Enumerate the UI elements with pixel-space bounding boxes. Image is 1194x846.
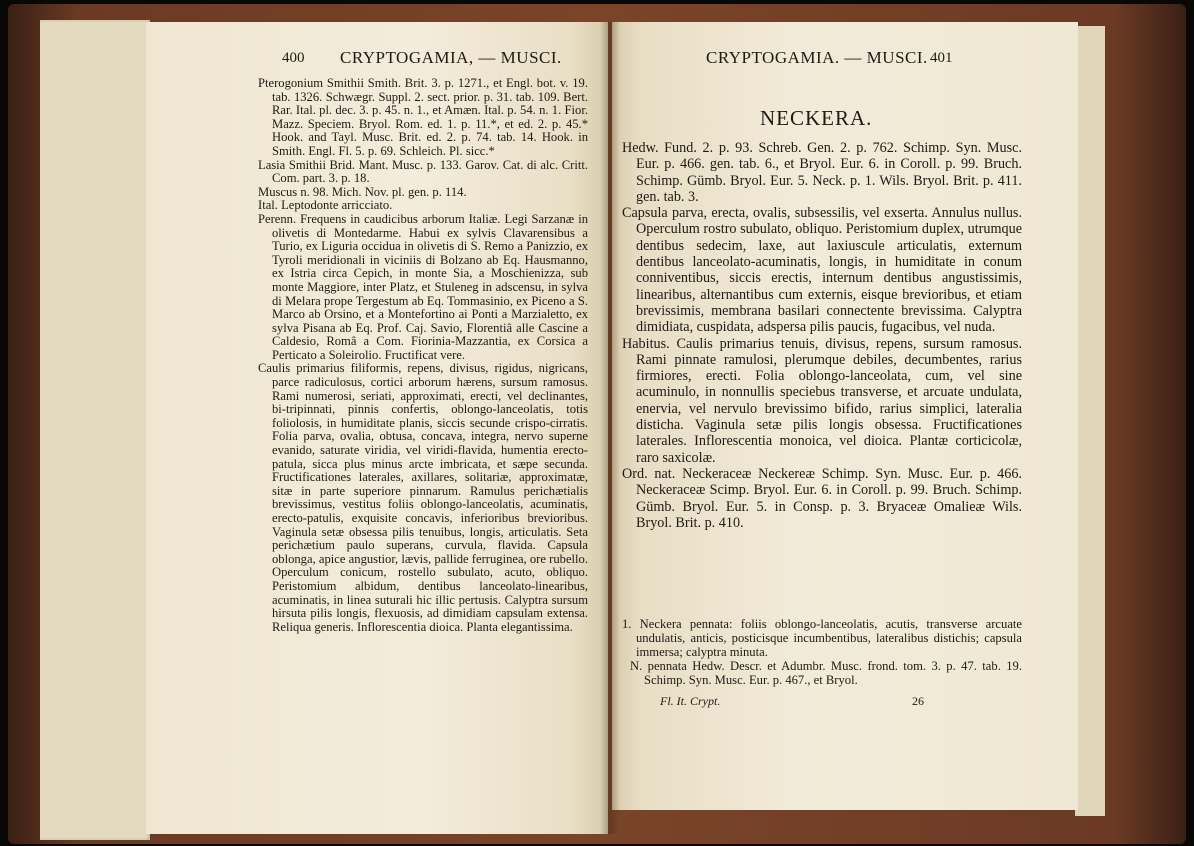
species-synonym: N. pennata Hedw. Descr. et Adumbr. Musc. frond. tom. 3. p. 47. tab. 19. Schimp. Syn. Musc. Eur. p. 467., et Bryol. xyxy=(630,659,1022,687)
paragraph: Caulis primarius filiformis, repens, divisus, rigidus, nigricans, parce radiculosus, cortici arborum hærens, sursum ramosus. Rami numerosi, seriati, approximati, erecti, vel declinantes, bi-tripinnati, pinnis confertis, oblongo-lanceolatis, totis foliolosis, in humiditate planis, siccis secunde crispo-cirratis. Folia parva, ovalia, obtusa, concava, integra, nervo superne evanido, saturate viridia, vel viridi-flavida, humentia erecto-patula, sicca plus minus arcte imbricata, et sæpe secunda. Fructificationes laterales, axillares, solitariæ, approximatæ, sitæ in parte superiore pinnarum. Ramulus perichætialis brevissimus, vestitus foliis oblongo-lanceolatis, acuminatis, erecto-patulis, exquisite concavis, inferioribus brevioribus. Vaginula setæ obsessa pilis tenuibus, longis, articulatis. Seta perichætium paulo superans, curvula, flavida. Capsula oblonga, apice angustior, lævis, pallide ferruginea, ore rubello. Operculum conicum, rostello subulato, acuto, obliquo. Peristomium albidum, dentibus lanceolato-linearibus, acuminatis, in linea suturali hic illic pertusis. Calyptra sursum hirsuta pilis longis, flexuosis, ad dimidiam capsulam extensa. Reliqua generis. Inflorescentia dioica. Planta elegantissima. xyxy=(258,361,588,634)
left-page-text xyxy=(258,77,588,634)
paragraph: Muscus n. 98. Mich. Nov. pl. gen. p. 114. xyxy=(258,184,467,199)
right-page-text xyxy=(622,140,1022,531)
right-running-head: CRYPTOGAMIA. — MUSCI. xyxy=(706,48,928,67)
footer-signature-number: 26 xyxy=(912,694,924,708)
species-text xyxy=(622,617,1022,687)
paragraph: Ord. nat. Neckeraceæ Neckereæ Schimp. Syn. Musc. Eur. p. 466. Neckeraceæ Scimp. Bryol. Eur. 6. in Coroll. p. 99. Bruch. Schimp. Gümb. Bryol. Eur. 5. in Consp. p. 3. Bryaceæ Omalieæ Wils. Bryol. Brit. p. 410. xyxy=(622,465,1022,531)
paragraph: Hedw. Fund. 2. p. 93. Schreb. Gen. 2. p. 762. Schimp. Syn. Musc. Eur. p. 466. gen. tab. 6., et Bryol. Eur. 6. in Coroll. p. 99. Bruch. Schimp. Gümb. Bryol. Eur. 5. Neck. p. 1. Wils. Bryol. Brit. p. 411. gen. tab. 3. xyxy=(622,140,1022,205)
genus-title: NECKERA. xyxy=(760,106,873,130)
page-stack-left xyxy=(40,20,150,840)
book-gutter xyxy=(600,22,620,834)
right-page-number: 401 xyxy=(930,50,953,66)
paragraph: Perenn. Frequens in caudicibus arborum Italiæ. Legi Sarzanæ in olivetis di Montedarme. Habui ex sylvis Clavarensibus a Turio, ex Liguria occidua in olivetis di S. Remo a Panizzio, ex Tyroli meridionali in viciniis di Bolzano ab Eq. Hausmanno, ex Istria circa Cepich, in monte Sia, a Moschienizza, sub monte Maggiore, inter Platz, et Stuleneg in adscensu, in sylva di Melara prope Tergestum ab Eq. Tommasinio, ex Piceno a S. Marco ab Orsino, et a Montefortino ai Ponti a Marzialetto, ex sylva Pisana ab Eq. Prof. Caj. Savio, Florentiâ alle Cascine a Caldesio, Româ a Com. Fiorinia-Mazzantia, ex Corsica a Perticato a Soleirolio. Fructificat vere. xyxy=(258,211,588,362)
species-entry: 1. Neckera pennata: foliis oblongo-lanceolatis, acutis, transverse arcuate undulatis, anticis, posticisque incumbentibus, lateralibus distichis; capsula immersa; calyptra minuta. xyxy=(622,617,1022,659)
left-running-head: CRYPTOGAMIA, — MUSCI. xyxy=(340,48,562,67)
footer-signature-label: Fl. It. Crypt. xyxy=(660,694,721,708)
paragraph: Capsula parva, erecta, ovalis, subsessilis, vel exserta. Annulus nullus. Operculum rostro subulato, obliquo. Peristomium duplex, utrumque dentibus sedecim, laxe, aut laxiuscule articulatis, externum dentibus lanceolato-acuminatis, longis, in humiditate in conum conniventibus, siccis erectis, internum dentibus angustissimis, linearibus, alternantibus cum externis, eisque brevioribus, et etiam brevissimis, membrana basilari connectente brevissima. Calyptra dimidiata, cuspidata, adspersa pilis paucis, fugacibus, vel nuda. xyxy=(622,205,1022,336)
left-page-number: 400 xyxy=(282,50,305,66)
page-stack-right xyxy=(1075,26,1105,816)
paragraph: Habitus. Caulis primarius tenuis, divisus, repens, sursum ramosus. Rami pinnate ramulosi, plerumque debiles, decumbentes, rarius firmiores, erecti. Folia oblongo-lanceolata, cum, vel sine acuminulo, in nonnullis speciebus transverse, et arcuate undulata, enervia, vel nervulo brevissimo bifido, rarius simplici, lateralia disticha. Vaginula setæ pilis longis obsessa. Fructificationes laterales. Inflorescentia monoica, vel dioica. Plantæ corticicolæ, raro saxicolæ. xyxy=(622,335,1022,466)
paragraph: Pterogonium Smithii Smith. Brit. 3. p. 1271., et Engl. bot. v. 19. tab. 1326. Schwægr. Suppl. 2. sect. prior. p. 31. tab. 109. Bert. Rar. Ital. pl. dec. 3. p. 45. n. 1., et Amæn. Ital. p. 54. n. 1. Fior. Mazz. Speciem. Bryol. Rom. ed. 1. p. 11.*, et ed. 2. p. 45.* Hook. and Tayl. Musc. Brit. ed. 2. p. 74. tab. 14. Hook. in Smith. Engl. Fl. 5. p. 69. Schleich. Pl. sicc.* xyxy=(258,76,588,158)
paragraph: Lasia Smithii Brid. Mant. Musc. p. 133. Garov. Cat. di alc. Critt. Com. part. 3. p. 18. xyxy=(258,157,588,186)
paragraph: Ital. Leptodonte arricciato. xyxy=(258,198,393,213)
